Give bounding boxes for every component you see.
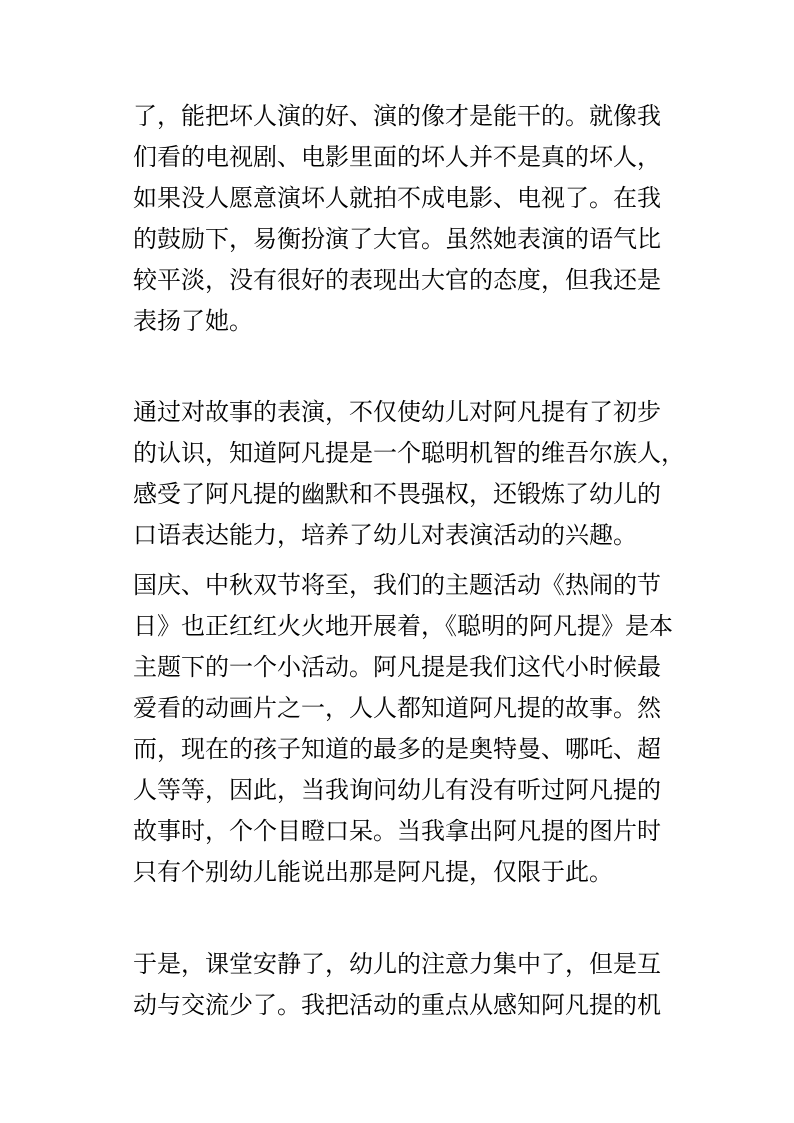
text-line: 如果没人愿意演坏人就拍不成电影、电视了。在我 [133, 184, 661, 212]
text-line: 人等等，因此，当我询问幼儿有没有听过阿凡提的 [133, 776, 661, 804]
text-line: 动与交流少了。我把活动的重点从感知阿凡提的机 [133, 991, 661, 1019]
text-line: 只有个别幼儿能说出那是阿凡提，仅限于此。 [133, 858, 613, 886]
text-line: 的鼓励下，易衡扮演了大官。虽然她表演的语气比 [133, 225, 661, 253]
text-line: 感受了阿凡提的幽默和不畏强权，还锻炼了幼儿的 [133, 480, 661, 508]
text-line: 而，现在的孩子知道的最多的是奥特曼、哪吒、超 [133, 735, 661, 763]
paragraph-1 [133, 96, 673, 342]
text-line: 通过对故事的表演，不仅使幼儿对阿凡提有了初步 [133, 398, 661, 426]
text-line: 了，能把坏人演的好、演的像才是能干的。就像我 [133, 102, 661, 130]
text-line: 较平淡，没有很好的表现出大官的态度，但我还是 [133, 266, 661, 294]
text-line: 们看的电视剧、电影里面的坏人并不是真的坏人， [133, 143, 661, 171]
paragraph-3 [133, 565, 673, 893]
text-line: 日》也正红红火火地开展着，《聪明的阿凡提》是本 [133, 612, 673, 640]
paragraph-4 [133, 944, 673, 1026]
text-line: 国庆、中秋双节将至，我们的主题活动《热闹的节 [133, 571, 661, 599]
text-line: 表扬了她。 [133, 307, 253, 335]
paragraph-2 [133, 392, 685, 556]
text-line: 于是，课堂安静了，幼儿的注意力集中了，但是互 [133, 950, 661, 978]
text-line: 主题下的一个小活动。阿凡提是我们这代小时候最 [133, 653, 661, 681]
text-line: 故事时，个个目瞪口呆。当我拿出阿凡提的图片时 [133, 817, 661, 845]
text-line: 的认识，知道阿凡提是一个聪明机智的维吾尔族人， [133, 439, 685, 467]
text-line: 口语表达能力，培养了幼儿对表演活动的兴趣。 [133, 521, 637, 549]
text-line: 爱看的动画片之一，人人都知道阿凡提的故事。然 [133, 694, 661, 722]
